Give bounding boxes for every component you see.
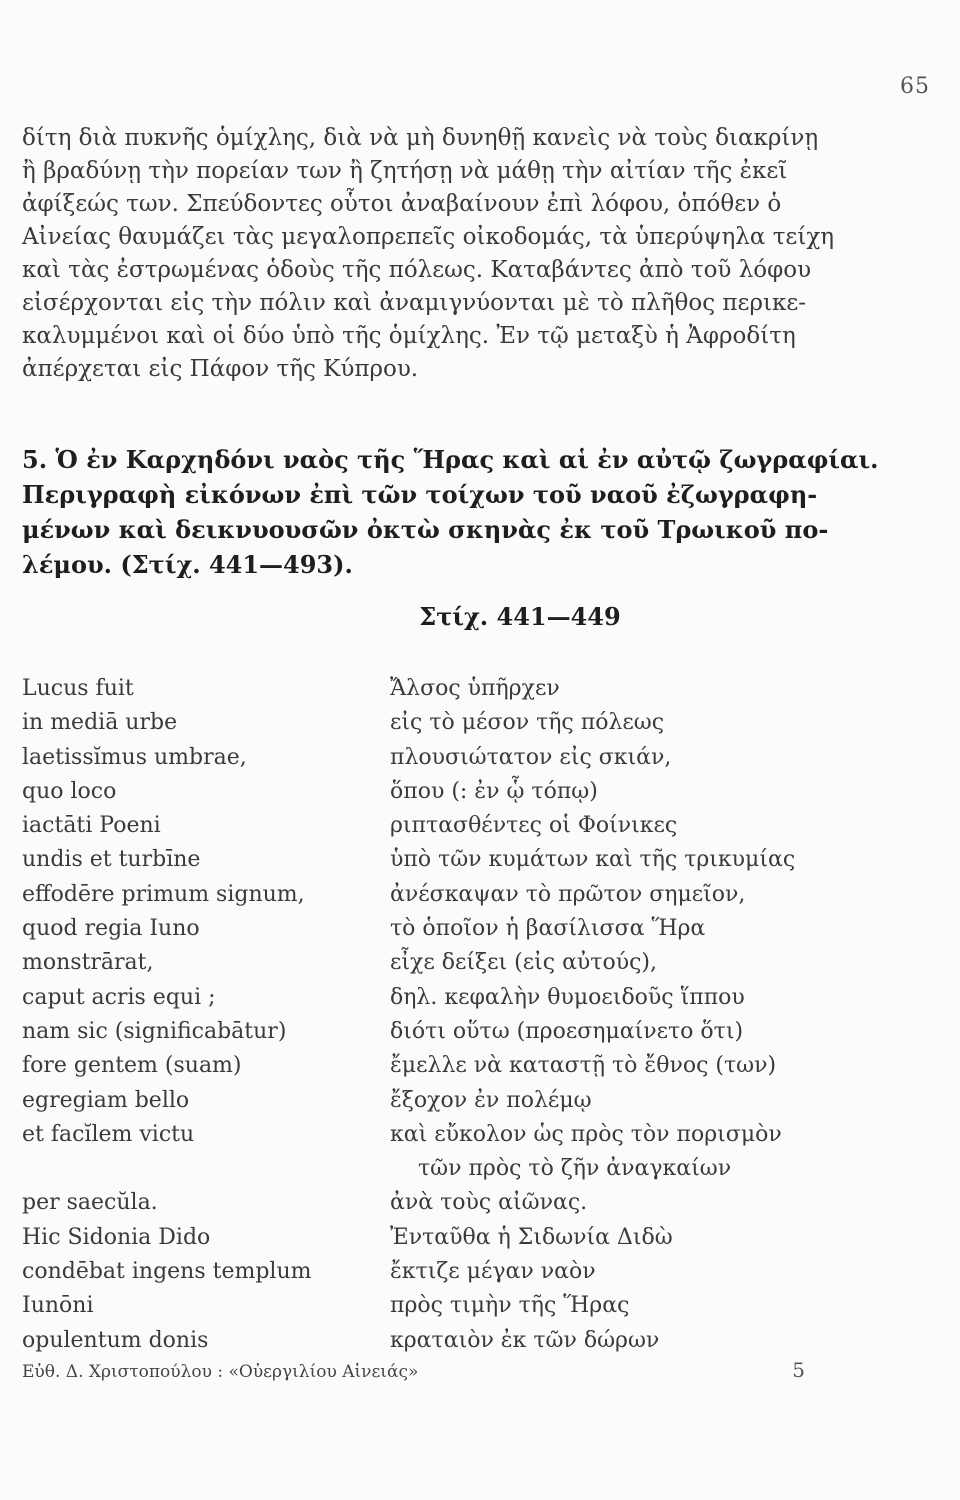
body-line: ἢ βραδύνῃ τὴν πορείαν των ἢ ζητήσῃ νὰ μάθῃ τὴν αἰτίαν τῆς ἐκεῖ [22, 158, 788, 184]
latin-line: quod regia Iuno [22, 916, 200, 942]
body-line: δίτη διὰ πυκνῆς ὁμίχλης, διὰ νὰ μὴ δυνηθῇ κανεὶς νὰ τοὺς διακρίνῃ [22, 125, 819, 151]
latin-line: egregiam bello [22, 1087, 190, 1113]
greek-line: ἔμελλε νὰ καταστῇ τὸ ἔθνος (των) [390, 1053, 777, 1079]
body-paragraph [22, 122, 922, 386]
latin-line: effodēre primum signum, [22, 881, 305, 907]
body-line: ἀφίξεώς των. Σπεύδοντες οὗτοι ἀναβαίνουν ἐπὶ λόφου, ὁπόθεν ὁ [22, 191, 782, 217]
heading-line: 5. Ὁ ἐν Καρχηδόνι ναὸς τῆς Ἥρας καὶ αἱ ἐν αὐτῷ ζωγραφίαι. [22, 445, 879, 474]
latin-line: iactāti Poeni [22, 813, 161, 839]
latin-line: undis et turbīne [22, 847, 201, 873]
latin-line: Iunōni [22, 1293, 94, 1319]
greek-line: ὑπὸ τῶν κυμάτων καὶ τῆς τρικυμίας [390, 847, 796, 873]
latin-line: monstrārat, [22, 950, 154, 976]
greek-line: ἔξοχον ἐν πολέμῳ [390, 1087, 592, 1113]
heading-line: Περιγραφὴ εἰκόνων ἐπὶ τῶν τοίχων τοῦ ναοῦ ἐζωγραφη- [22, 480, 818, 509]
latin-line: in mediā urbe [22, 710, 178, 736]
greek-line: ἔκτιζε μέγαν ναὸν [390, 1259, 596, 1285]
greek-line: εἰς τὸ μέσον τῆς πόλεως [390, 710, 665, 736]
latin-line: nam sic (significabātur) [22, 1018, 287, 1044]
latin-column [22, 672, 367, 1358]
latin-line-blank [22, 1152, 367, 1186]
greek-line: ὅπου (: ἐν ᾧ τόπῳ) [390, 778, 598, 804]
greek-line: ριπτασθέντες οἱ Φοίνικες [390, 813, 678, 839]
body-line: ἀπέρχεται εἰς Πάφον τῆς Κύπρου. [22, 356, 419, 382]
latin-line: fore gentem (suam) [22, 1053, 242, 1079]
latin-line: laetissĭmus umbrae, [22, 744, 247, 770]
footer-book-title: Εὐθ. Δ. Χριστοπούλου : «Οὐεργιλίου Αἰνειάς» [22, 1362, 419, 1382]
body-line: εἰσέρχονται εἰς τὴν πόλιν καὶ ἀναμιγνύονται μὲ τὸ πλῆθος περικε- [22, 290, 807, 316]
greek-line: Ἐνταῦθα ἡ Σιδωνία Διδὼ [390, 1224, 673, 1250]
greek-translation-column [390, 672, 860, 1358]
section-heading [22, 442, 937, 582]
heading-line: λέμου. (Στίχ. 441—493). [22, 550, 353, 579]
greek-line: Ἄλσος ὑπῆρχεν [390, 676, 560, 701]
latin-line: et facĭlem victu [22, 1121, 195, 1147]
greek-line: ἀνὰ τοὺς αἰῶνας. [390, 1190, 588, 1216]
greek-line: ἀνέσκαψαν τὸ πρῶτον σημεῖον, [390, 881, 746, 907]
body-line: Αἰνείας θαυμάζει τὰς μεγαλοπρεπεῖς οἰκοδομάς, τὰ ὑπερύψηλα τείχη [22, 224, 835, 250]
latin-line: quo loco [22, 778, 117, 804]
latin-line: per saecŭla. [22, 1190, 158, 1216]
greek-line: δηλ. κεφαλὴν θυμοειδοῦς ἵππου [390, 984, 745, 1010]
latin-line: Hic Sidonia Dido [22, 1224, 211, 1250]
greek-line: εἶχε δείξει (εἰς αὐτούς), [390, 950, 657, 976]
latin-line: opulentum donis [22, 1327, 209, 1353]
greek-line: κραταιὸν ἐκ τῶν δώρων [390, 1327, 660, 1353]
latin-line: Lucus fuit [22, 676, 134, 701]
greek-line: τὸ ὁποῖον ἡ βασίλισσα Ἥρα [390, 916, 706, 942]
page-number: 65 [900, 74, 930, 99]
verse-reference: Στίχ. 441—449 [419, 602, 621, 631]
greek-line: πλουσιώτατον εἰς σκιάν, [390, 744, 672, 770]
greek-line: καὶ εὔκολον ὡς πρὸς τὸν πορισμὸν [390, 1121, 782, 1147]
greek-line: διότι οὕτω (προεσημαίνετο ὅτι) [390, 1018, 744, 1044]
body-line: καλυμμένοι καὶ οἱ δύο ὑπὸ τῆς ὁμίχλης. Ἐν τῷ μεταξὺ ἡ Ἀφροδίτη [22, 323, 796, 349]
latin-line: caput acris equi ; [22, 984, 216, 1010]
greek-line: πρὸς τιμὴν τῆς Ἥρας [390, 1293, 630, 1319]
signature-mark: 5 [792, 1358, 805, 1382]
body-line: καὶ τὰς ἐστρωμένας ὁδοὺς τῆς πόλεως. Καταβάντες ἀπὸ τοῦ λόφου [22, 257, 812, 283]
greek-line-continued: τῶν πρὸς τὸ ζῆν ἀναγκαίων [418, 1156, 732, 1182]
heading-line: μένων καὶ δεικνυουσῶν ὀκτὼ σκηνὰς ἐκ τοῦ Τρωικοῦ πο- [22, 515, 829, 544]
latin-line: condēbat ingens templum [22, 1259, 312, 1285]
